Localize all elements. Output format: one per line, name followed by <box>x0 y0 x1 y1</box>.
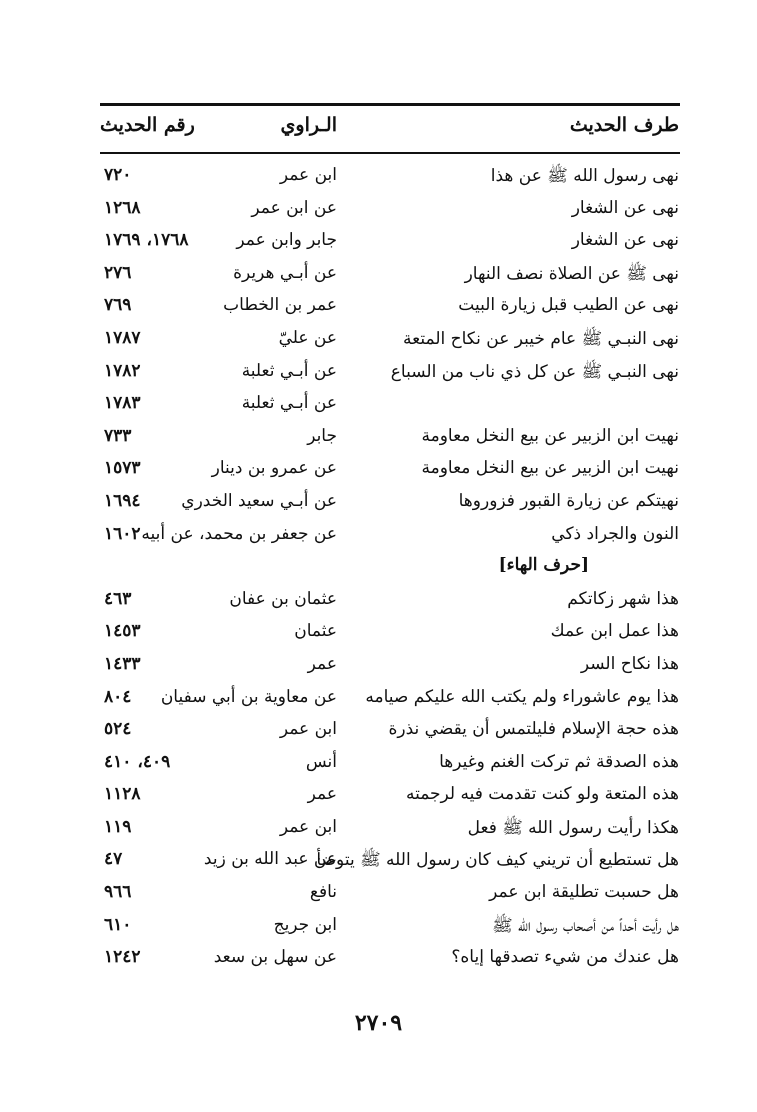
hadith-number: ٦١٠ <box>104 914 132 935</box>
hadith-number: ١٧٨٣ <box>104 393 141 414</box>
narrator-text: عن أبـي ثعلبة <box>241 360 337 381</box>
hadith-number: ١٢٤٢ <box>104 947 141 968</box>
table-row <box>0 616 757 649</box>
hadith-text: نهى عن الشغار <box>571 230 679 251</box>
table-row <box>0 682 757 715</box>
hadith-number: ١٤٣٣ <box>104 653 141 674</box>
table-row <box>0 584 757 617</box>
hadith-number: ١١٢٨ <box>104 784 141 805</box>
table-row <box>0 779 757 812</box>
hadith-number: ١٧٦٨، ١٧٦٩ <box>104 230 189 251</box>
hadith-number: ١٥٧٣ <box>104 458 141 479</box>
narrator-text: عن سهل بن سعد <box>213 947 337 968</box>
hadith-text: نهى ﷺ عن الصلاة نصف النهار <box>464 263 679 284</box>
narrator-text: عن أبـي هريرة <box>233 262 337 283</box>
hadith-text: نهيت ابن الزبير عن بيع النخل معاومة <box>421 425 679 446</box>
hadith-number: ١٢٦٨ <box>104 197 141 218</box>
narrator-text: ابن عمر <box>279 165 337 185</box>
narrator-text: عمر بن الخطاب <box>223 295 337 316</box>
narrator-text: عن عليّ <box>278 327 337 348</box>
hadith-number: ١٦٠٢ <box>104 523 141 544</box>
hadith-text: نهى عن الشغار <box>571 197 679 218</box>
hadith-text: نهى النبـي ﷺ عن كل ذي ناب من السباع <box>390 361 679 382</box>
narrator-text: عثمان بن عفان <box>229 588 337 609</box>
index-table <box>0 160 757 975</box>
narrator-text: عمر <box>307 653 337 674</box>
table-row <box>0 421 757 454</box>
narrator-text: ابن عمر <box>279 719 337 740</box>
narrator-text: عمر <box>307 784 337 805</box>
narrator-text: جابر وابن عمر <box>236 230 337 251</box>
hadith-text: هذه الصدقة ثم تركت الغنم وغيرها <box>439 751 679 772</box>
hadith-text: نهى رسول الله ﷺ عن هذا <box>490 166 679 186</box>
hadith-text: هذه حجة الإسلام فليلتمس أن يقضي نذرة <box>388 719 679 740</box>
table-row <box>0 356 757 389</box>
hadith-number: ١٦٩٤ <box>104 490 141 511</box>
section-heading-row <box>0 551 757 584</box>
table-row <box>0 453 757 486</box>
table-row <box>0 519 757 552</box>
table-row <box>0 910 757 943</box>
header-rule <box>100 152 680 154</box>
narrator-text: جابر <box>307 425 337 446</box>
hadith-number: ٧٣٣ <box>104 425 132 446</box>
header-number-label: رقم الحديث <box>100 114 195 136</box>
hadith-number: ٧٦٩ <box>104 295 132 316</box>
table-row <box>0 290 757 323</box>
table-row <box>0 877 757 910</box>
hadith-text: هل رأيت أحداً من أصحاب رسول الله ﷺ <box>492 915 679 936</box>
hadith-number: ٤٠٩، ٤١٠ <box>104 751 171 772</box>
table-row <box>0 649 757 682</box>
narrator-text: عن جعفر بن محمد، عن أبيه <box>141 523 337 544</box>
table-row <box>0 942 757 975</box>
narrator-text: عن عبد الله بن زيد <box>203 849 337 870</box>
hadith-number: ١١٩ <box>104 816 132 837</box>
table-row <box>0 225 757 258</box>
table-row <box>0 323 757 356</box>
section-heading: [حرف الهاء] <box>498 555 589 576</box>
header-narrator-label: الـراوي <box>280 114 337 136</box>
hadith-text: هذا عمل ابن عمك <box>550 621 679 642</box>
table-row <box>0 812 757 845</box>
table-row <box>0 160 757 193</box>
hadith-number: ١٧٨٢ <box>104 360 141 381</box>
hadith-number: ٥٢٤ <box>104 719 132 740</box>
table-row <box>0 388 757 421</box>
hadith-number: ٩٦٦ <box>104 882 132 903</box>
hadith-number: ١٧٨٧ <box>104 327 141 348</box>
hadith-number: ٤٦٣ <box>104 588 132 609</box>
narrator-text: ابن عمر <box>279 816 337 837</box>
hadith-text: نهى النبـي ﷺ عام خيبر عن نكاح المتعة <box>403 328 679 349</box>
table-row <box>0 747 757 780</box>
hadith-number: ٤٧ <box>104 849 123 870</box>
narrator-text: أنس <box>305 751 337 772</box>
hadith-number: ١٤٥٣ <box>104 621 141 642</box>
hadith-text: هكذا رأيت رسول الله ﷺ فعل <box>467 817 679 838</box>
hadith-text: هل عندك من شيء تصدقها إياه؟ <box>451 947 679 968</box>
hadith-text: النون والجراد ذكي <box>551 523 679 544</box>
narrator-text: ابن جريج <box>273 914 337 935</box>
narrator-text: عن أبـي سعيد الخدري <box>181 490 337 511</box>
hadith-number: ٨٠٤ <box>104 686 132 707</box>
narrator-text: عن أبـي ثعلبة <box>241 393 337 414</box>
table-row <box>0 486 757 519</box>
hadith-text: هذا يوم عاشوراء ولم يكتب الله عليكم صيامه <box>365 686 679 707</box>
narrator-text: نافع <box>309 882 337 903</box>
hadith-number: ٧٢٠ <box>104 165 132 185</box>
table-row <box>0 714 757 747</box>
narrator-text: عن عمرو بن دينار <box>211 458 337 479</box>
hadith-text: نهيت ابن الزبير عن بيع النخل معاومة <box>421 458 679 479</box>
narrator-text: عثمان <box>294 621 337 642</box>
header-hadith-label: طرف الحديث <box>569 114 679 136</box>
narrator-text: عن ابن عمر <box>251 197 337 218</box>
table-row <box>0 844 757 877</box>
hadith-text: هل تستطيع أن تريني كيف كان رسول الله ﷺ يتوضأ <box>316 850 679 871</box>
hadith-text: هل حسبت تطليقة ابن عمر <box>489 882 679 903</box>
hadith-text: نهيتكم عن زيارة القبور فزوروها <box>458 490 679 511</box>
narrator-text: عن معاوية بن أبي سفيان <box>160 686 337 707</box>
page-number: ٢٧٠٩ <box>354 1010 403 1036</box>
hadith-text: نهى عن الطيب قبل زيارة البيت <box>458 295 679 316</box>
hadith-text: هذا شهر زكاتكم <box>567 588 679 609</box>
hadith-text: هذه المتعة ولو كنت تقدمت فيه لرجمته <box>405 784 679 805</box>
table-row <box>0 193 757 226</box>
table-row <box>0 258 757 291</box>
hadith-text: هذا نكاح السر <box>580 653 679 674</box>
top-rule <box>100 103 680 106</box>
hadith-number: ٢٧٦ <box>104 262 132 283</box>
